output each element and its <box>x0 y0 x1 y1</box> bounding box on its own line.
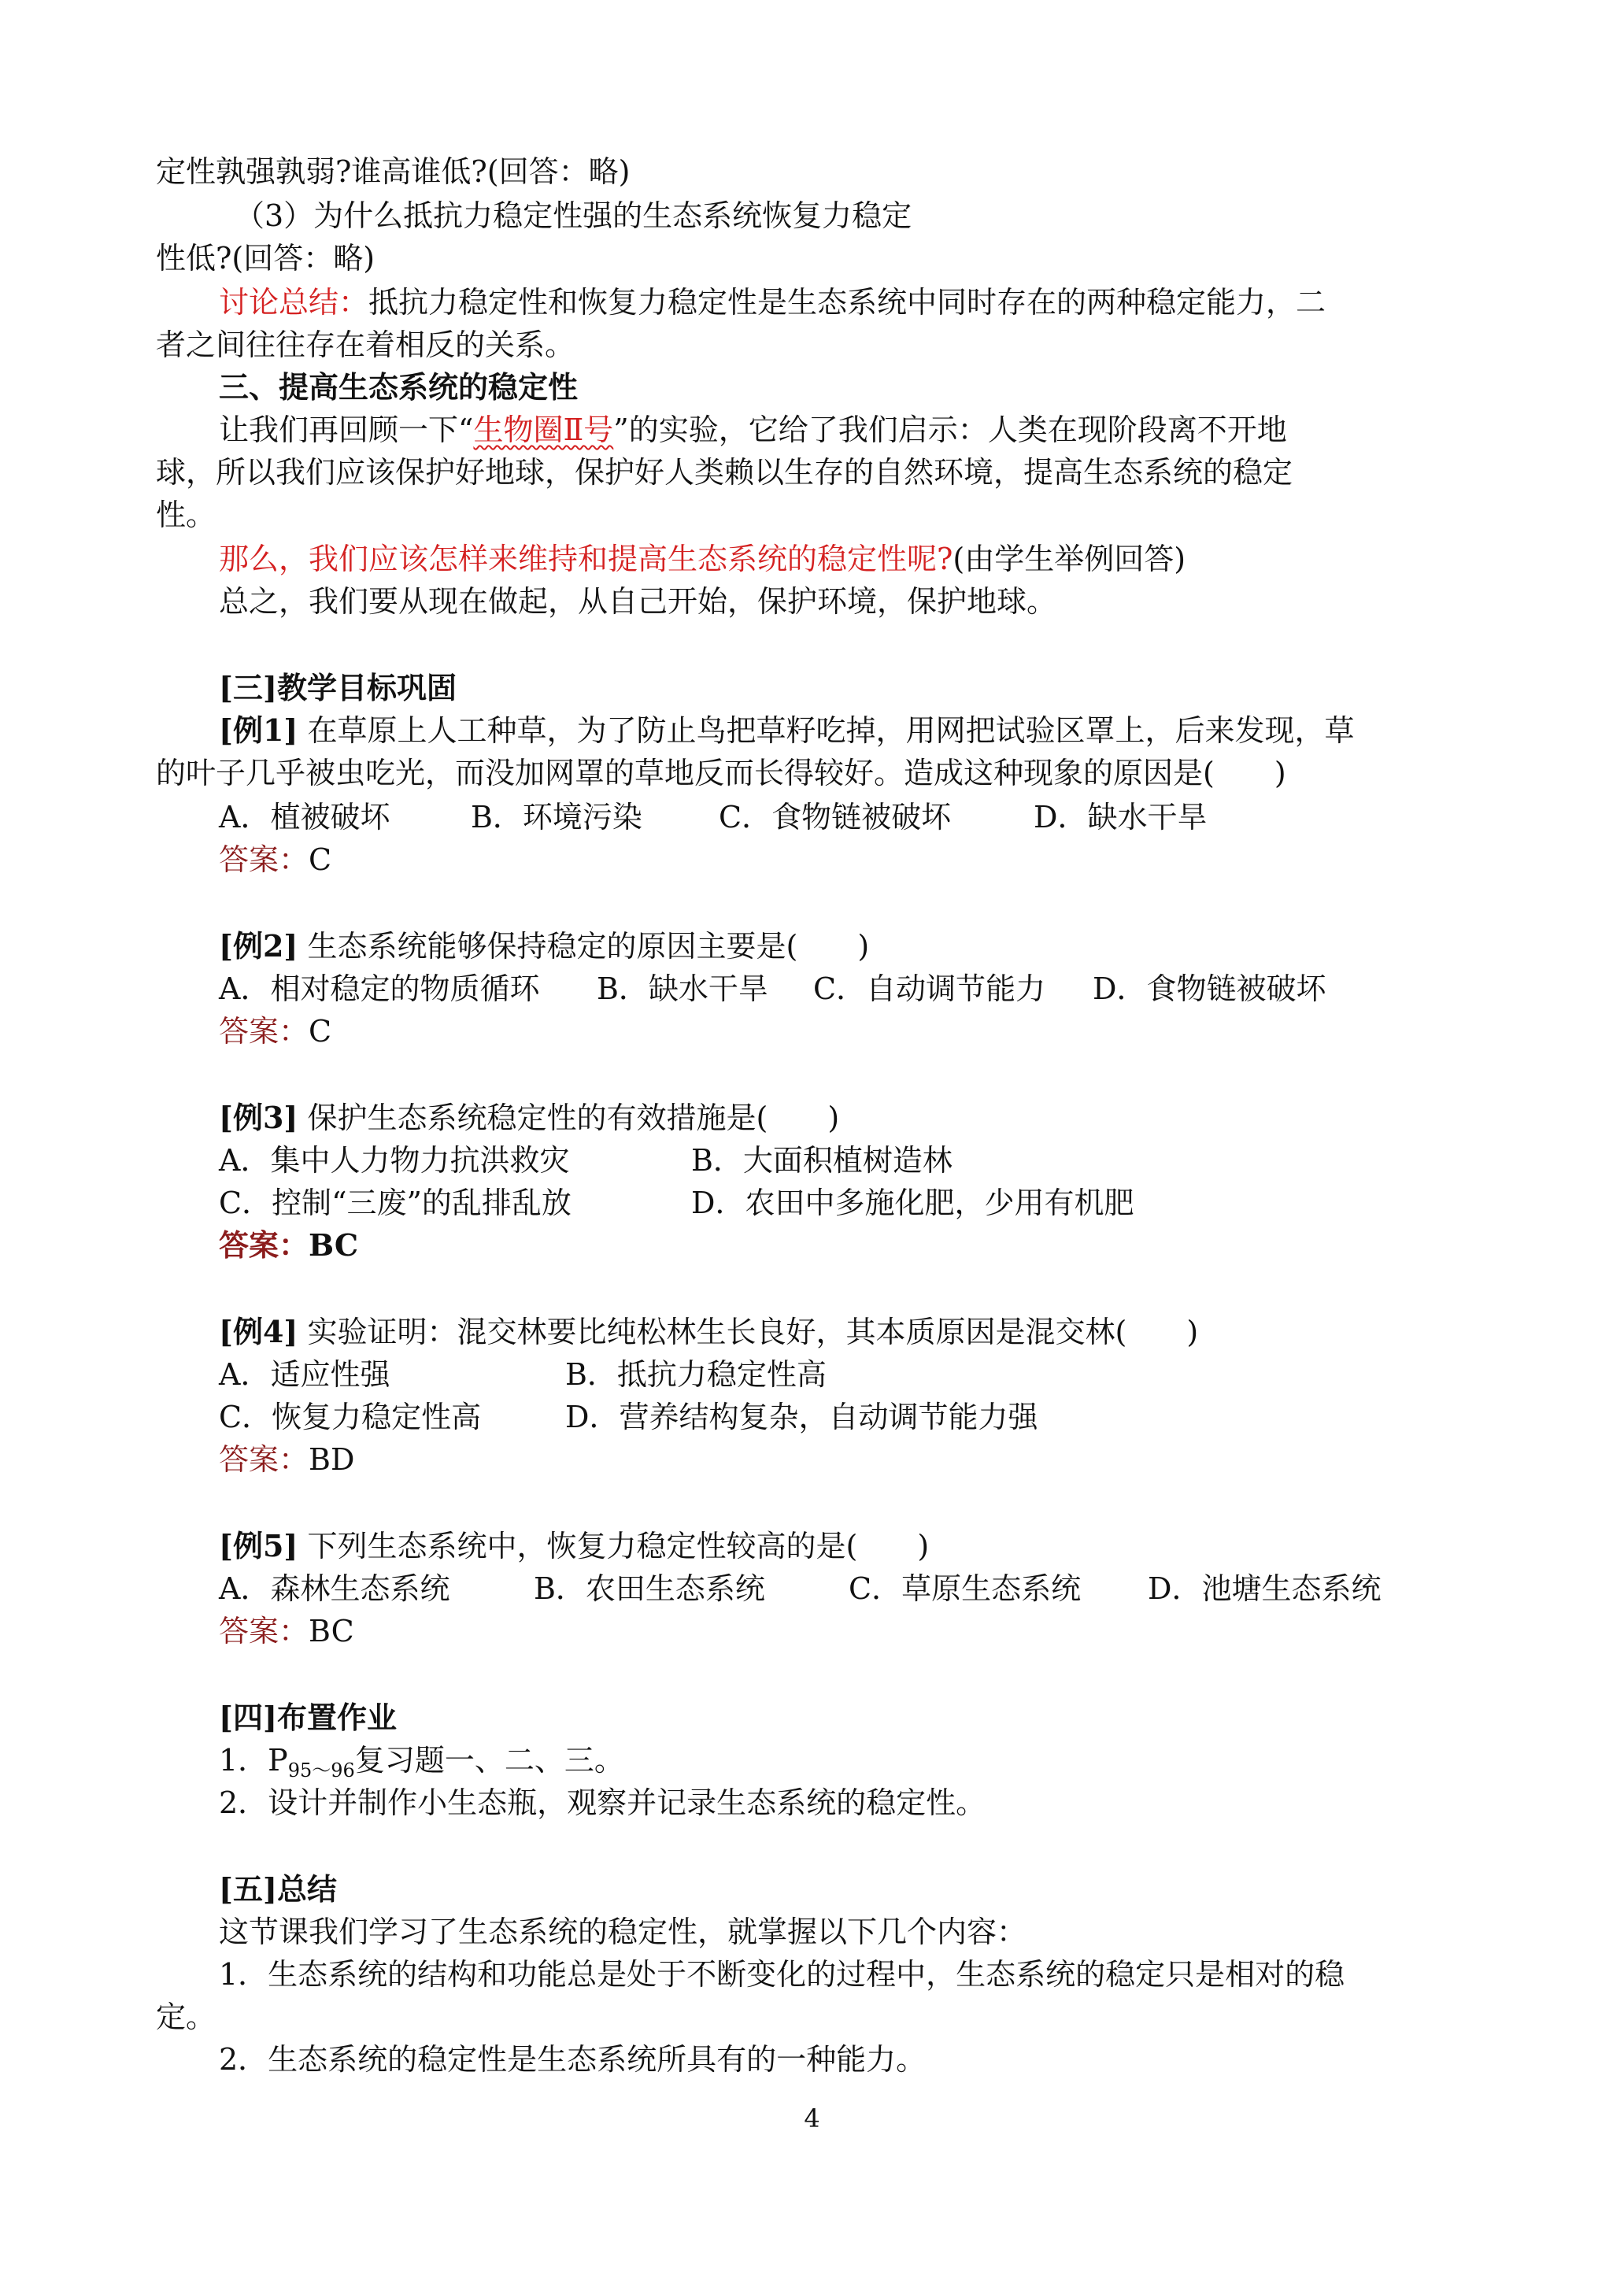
question-line: 那么，我们应该怎样来维持和提高生态系统的稳定性呢?(由学生举例回答) <box>219 542 1186 576</box>
option-a: A．集中人力物力抗洪救灾 <box>219 1143 570 1178</box>
paragraph-line: 定性孰强孰弱?谁高谁低?(回答：略) <box>156 154 631 189</box>
section-heading: 三、提高生态系统的稳定性 <box>219 369 579 405</box>
option-a: A．植被破坏 <box>219 800 390 834</box>
answer-label: 答案： <box>219 1227 309 1263</box>
conclusion-line: 总之，我们要从现在做起，从自己开始，保护环境，保护地球。 <box>219 584 1057 619</box>
option-b: B．大面积植树造林 <box>691 1143 953 1178</box>
discussion-summary <box>219 283 1326 321</box>
page-number: 4 <box>804 2103 820 2133</box>
example-label: [例3] <box>219 1100 298 1135</box>
section-heading: [三]教学目标巩固 <box>219 670 457 705</box>
answer-value: C <box>309 842 332 877</box>
paragraph-line: 球，所以我们应该保护好地球，保护好人类赖以生存的自然环境，提高生态系统的稳定 <box>156 455 1293 490</box>
paragraph-line: 让我们再回顾一下“生物圈Ⅱ号”的实验，它给了我们启示：人类在现阶段离不开地 <box>219 413 1287 447</box>
homework-item-2: 2．设计并制作小生态瓶，观察并记录生态系统的稳定性。 <box>219 1785 986 1820</box>
paragraph-line: 性。 <box>156 498 216 532</box>
summary-intro: 这节课我们学习了生态系统的稳定性，就掌握以下几个内容： <box>219 1915 1027 1949</box>
example-3-options-row1 <box>219 1141 953 1179</box>
option-b: B．抵抗力稳定性高 <box>565 1357 827 1392</box>
answer-label: 答案： <box>219 1014 309 1049</box>
answer-value: C <box>309 1014 332 1049</box>
answer-value: BD <box>309 1442 355 1477</box>
example-1-answer <box>219 841 331 879</box>
example-5: [例5] 下列生态系统中，恢复力稳定性较高的是( ) <box>219 1528 930 1563</box>
option-b: B．缺水干旱 <box>597 971 768 1006</box>
example-4: [例4] 实验证明：混交林要比纯松林生长良好，其本质原因是混交林( ) <box>219 1314 1199 1349</box>
answer-label: 答案： <box>219 1442 309 1477</box>
option-c: C．自动调节能力 <box>813 971 1046 1006</box>
biosphere-2-link[interactable]: 生物圈Ⅱ号 <box>473 413 614 447</box>
option-c: C．控制“三废”的乱排乱放 <box>219 1186 572 1220</box>
option-d: D．缺水干旱 <box>1034 800 1208 834</box>
example-4-answer <box>219 1441 354 1478</box>
example-1-options <box>219 798 1207 836</box>
answer-label: 答案： <box>219 842 309 877</box>
option-c: C．食物链被破坏 <box>719 800 952 834</box>
summary-item-2: 2．生态系统的稳定性是生态系统所具有的一种能力。 <box>219 2042 927 2077</box>
example-label: [例1] <box>219 712 298 748</box>
question-3: （3）为什么抵抗力稳定性强的生态系统恢复力稳定 <box>235 198 912 233</box>
summary-item-1-cont: 定。 <box>156 2000 216 2034</box>
option-a: A．森林生态系统 <box>219 1571 450 1606</box>
answer-label: 答案： <box>219 1614 309 1648</box>
section-heading: [四]布置作业 <box>219 1700 397 1735</box>
option-b: B．农田生态系统 <box>534 1571 765 1606</box>
example-3: [例3] 保护生态系统稳定性的有效措施是( ) <box>219 1100 840 1135</box>
homework-item-1: 1．$P_{95\sim 96}$复习题一、二、三。 <box>219 1743 624 1782</box>
paragraph-line: 者之间往往存在着相反的关系。 <box>156 327 575 362</box>
summary-label: 讨论总结： <box>219 285 369 320</box>
example-label: [例2] <box>219 928 298 964</box>
option-b: B．环境污染 <box>471 800 642 834</box>
option-c: C．恢复力稳定性高 <box>219 1400 482 1434</box>
answer-value: BC <box>309 1227 359 1263</box>
option-d: D．池塘生态系统 <box>1148 1571 1382 1606</box>
example-3-answer <box>219 1227 358 1264</box>
example-2: [例2] 生态系统能够保持稳定的原因主要是( ) <box>219 928 870 964</box>
option-d: D．食物链被破坏 <box>1093 971 1326 1006</box>
example-2-answer <box>219 1012 331 1050</box>
example-2-options <box>219 970 1326 1008</box>
option-d: D．农田中多施化肥，少用有机肥 <box>691 1186 1134 1220</box>
option-d: D．营养结构复杂，自动调节能力强 <box>565 1400 1038 1434</box>
example-5-options <box>219 1570 1381 1608</box>
option-a: A．适应性强 <box>219 1357 390 1392</box>
summary-item-1: 1．生态系统的结构和功能总是处于不断变化的过程中，生态系统的稳定只是相对的稳 <box>219 1957 1345 1992</box>
question-text: 那么，我们应该怎样来维持和提高生态系统的稳定性呢? <box>219 542 953 576</box>
example-label: [例4] <box>219 1314 298 1349</box>
example-1-question: 的叶子几乎被虫吃光，而没加网罩的草地反而长得较好。造成这种现象的原因是( ) <box>156 756 1286 790</box>
example-4-options-row1 <box>219 1356 827 1393</box>
answer-value: BC <box>309 1614 354 1648</box>
example-5-answer <box>219 1612 354 1650</box>
example-3-options-row2 <box>219 1184 1134 1222</box>
option-c: C．草原生态系统 <box>849 1571 1082 1606</box>
example-1: [例1] 在草原上人工种草，为了防止鸟把草籽吃掉，用网把试验区罩上，后来发现，草 <box>219 712 1355 748</box>
option-a: A．相对稳定的物质循环 <box>219 971 540 1006</box>
summary-text: 抵抗力稳定性和恢复力稳定性是生态系统中同时存在的两种稳定能力，二 <box>368 285 1326 320</box>
example-4-options-row2 <box>219 1398 1038 1436</box>
example-label: [例5] <box>219 1528 298 1563</box>
section-heading: [五]总结 <box>219 1871 337 1907</box>
paragraph-line: 性低?(回答：略) <box>156 241 375 276</box>
